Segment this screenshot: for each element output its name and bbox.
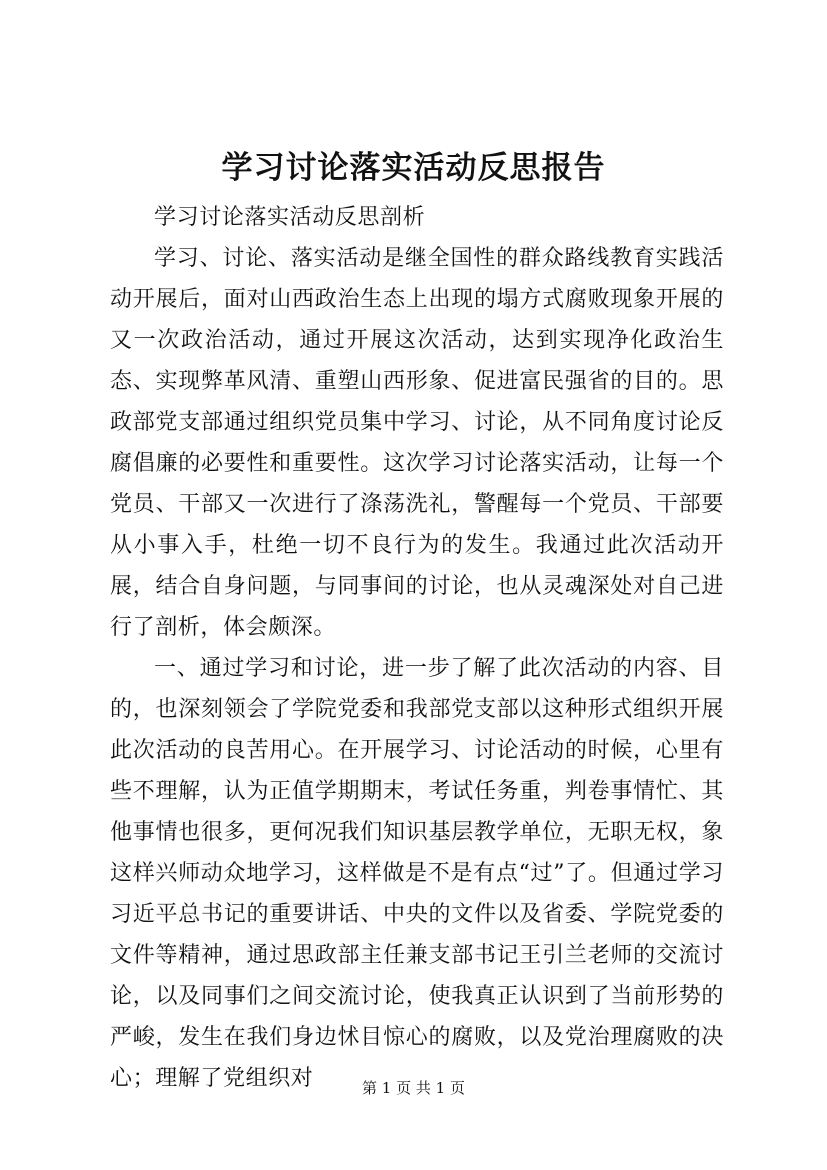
paragraph: 一、通过学习和讨论，进一步了解了此次活动的内容、目的，也深刻领会了学院党委和我部党支部以这种形式组织开展此次活动的良苦用心。在开展学习、讨论活动的时候，心里有些不理解，认为正值学期期末，考试任务重，判卷事情忙、其他事情也很多，更何况我们知识基层教学单位，无职无权，象这样兴师动众地学习，这样做是不是有点“过”了。但通过学习习近平总书记的重要讲话、中央的文件以及省委、学院党委的文件等精神，通过思政部主任兼支部书记王引兰老师的交流讨论，以及同事们之间交流讨论，使我真正认识到了当前形势的严峻，发生在我们身边怵目惊心的腐败，以及党治理腐败的决心；理解了党组织对 bbox=[110, 656, 724, 1091]
document-title: 学习讨论落实活动反思报告 bbox=[221, 150, 606, 186]
page-number-footer: 第 1 页 共 1 页 bbox=[362, 1079, 465, 1097]
document-subtitle: 学习讨论落实活动反思剖析 bbox=[154, 205, 426, 230]
paragraph: 学习、讨论、落实活动是继全国性的群众路线教育实践活动开展后，面对山西政治生态上出现的塌方式腐败现象开展的又一次政治活动，通过开展这次活动，达到实现净化政治生态、实现弊革风清、重塑山西形象、促进富民强省的目的。思政部党支部通过组织党员集中学习、讨论，从不同角度讨论反腐倡廉的必要性和重要性。这次学习讨论落实活动，让每一个党员、干部又一次进行了涤荡洗礼，警醒每一个党员、干部要从小事入手，杜绝一切不良行为的发生。我通过此次活动开展，结合自身问题，与同事间的讨论，也从灵魂深处对自己进行了剖析，体会颇深。 bbox=[110, 246, 724, 640]
document-body bbox=[110, 197, 724, 1099]
